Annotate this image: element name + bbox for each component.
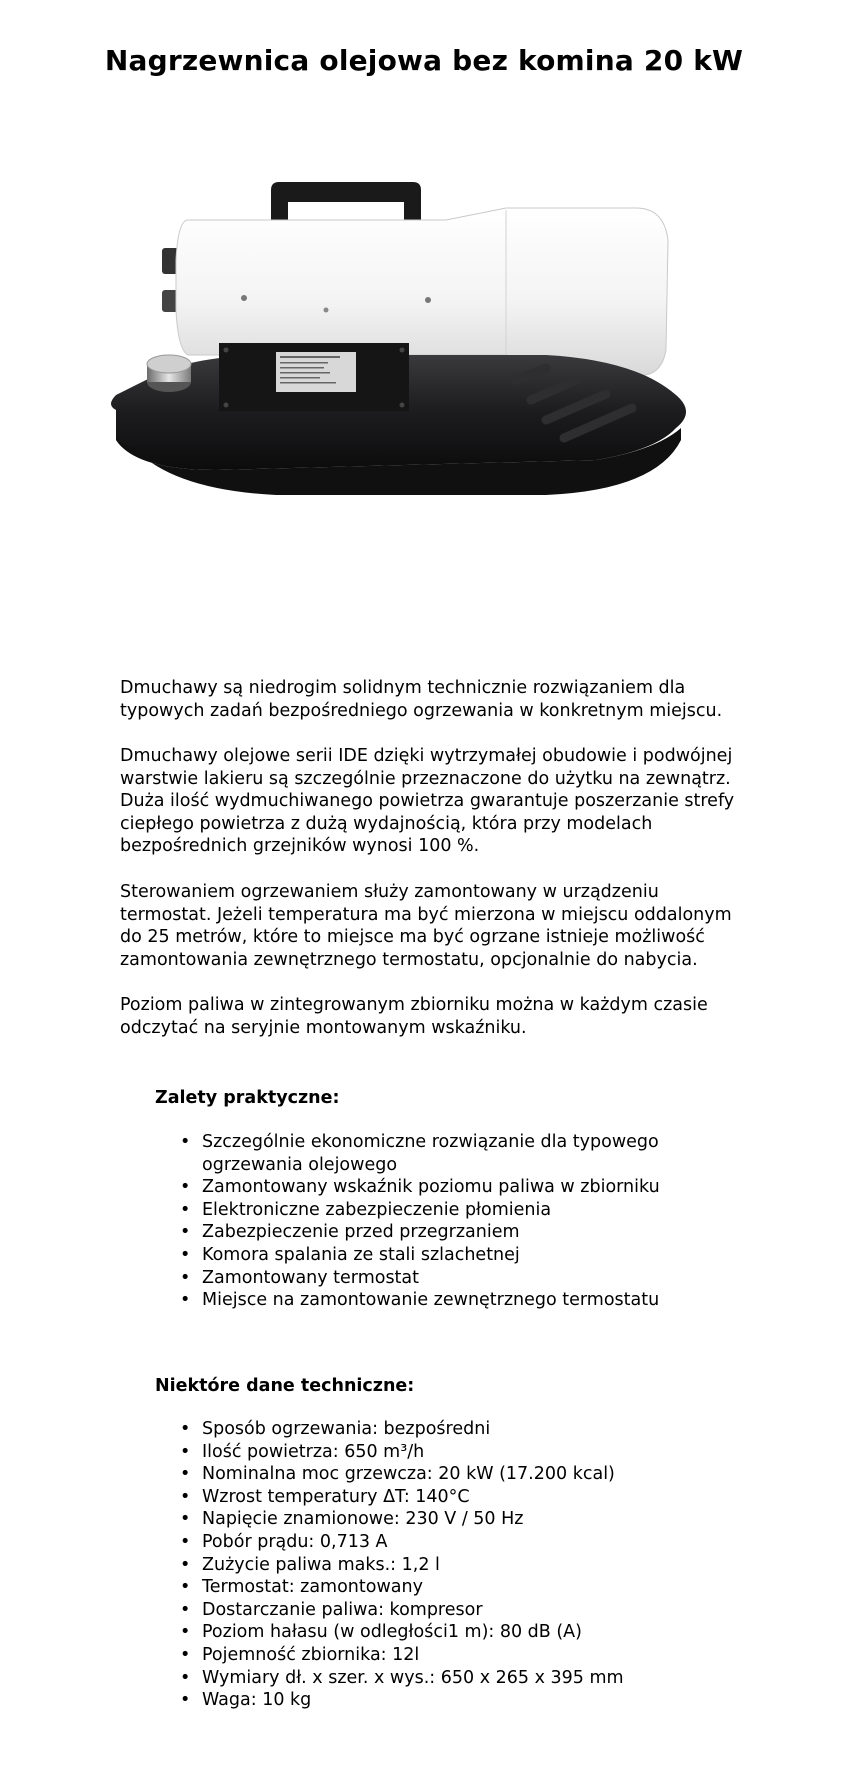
list-item: • Waga: 10 kg [202, 1689, 747, 1712]
list-item: • Dostarczanie paliwa: kompresor [202, 1599, 747, 1622]
list-item: • Zabezpieczenie przed przegrzaniem [202, 1221, 747, 1244]
list-item: • Zamontowany termostat [202, 1267, 747, 1290]
list-item: • Komora spalania ze stali szlachetnej [202, 1244, 747, 1267]
description-paragraph: Sterowaniem ogrzewaniem służy zamontowany w urządzeniu termostat. Jeżeli temperatura ma być mierzona w miejscu oddalonym do 25 metrów, które to miejsce ma być ogrzane istnieje możliwość zamontowania zewnętrznego termostatu, opcjonalnie do nabycia. [120, 882, 732, 970]
list-item: • Pobór prądu: 0,713 A [202, 1531, 747, 1554]
list-item: • Ilość powietrza: 650 m³/h [202, 1441, 747, 1464]
specs-heading: Niektóre dane techniczne: [155, 1376, 415, 1396]
list-item: • Wymiary dł. x szer. x wys.: 650 x 265 x 395 mm [202, 1667, 747, 1690]
list-item: • Poziom hałasu (w odległości1 m): 80 dB (A) [202, 1621, 747, 1644]
list-item: • Termostat: zamontowany [202, 1576, 747, 1599]
list-item: • Miejsce na zamontowanie zewnętrznego termostatu [202, 1289, 747, 1312]
list-item: • Wzrost temperatury ΔT: 140°C [202, 1486, 747, 1509]
list-item: • Nominalna moc grzewcza: 20 kW (17.200 kcal) [202, 1463, 747, 1486]
list-item: • Sposób ogrzewania: bezpośredni [202, 1418, 747, 1441]
list-item: • Zamontowany wskaźnik poziomu paliwa w zbiorniku [202, 1176, 747, 1199]
advantages-heading: Zalety praktyczne: [155, 1088, 340, 1108]
page-title: Nagrzewnica olejowa bez komina 20 kW [104, 44, 744, 77]
list-item: • Napięcie znamionowe: 230 V / 50 Hz [202, 1508, 747, 1531]
list-item: • Elektroniczne zabezpieczenie płomienia [202, 1199, 747, 1222]
description-paragraph: Dmuchawy olejowe serii IDE dzięki wytrzymałej obudowie i podwójnej warstwie lakieru są szczególnie przeznaczone do użytku na zewnątrz. Duża ilość wydmuchiwanego powietrza gwarantuje poszerzanie strefy ciepłego powietrza z dużą wydajnością, która przy modelach bezpośrednich grzejników wynosi 100 %. [120, 746, 735, 857]
list-item: • Szczególnie ekonomiczne rozwiązanie dla typowego ogrzewania olejowego [202, 1131, 747, 1176]
description-paragraph: Dmuchawy są niedrogim solidnym technicznie rozwiązaniem dla typowych zadań bezpośredniego ogrzewania w konkretnym miejscu. [120, 678, 723, 721]
specs-list [202, 1418, 747, 1712]
description-paragraph: Poziom paliwa w zintegrowanym zbiorniku można w każdym czasie odczytać na seryjnie montowanym wskaźniku. [120, 995, 708, 1038]
list-item: • Zużycie paliwa maks.: 1,2 l [202, 1554, 747, 1577]
product-image [76, 150, 746, 600]
advantages-list [202, 1131, 747, 1312]
list-item: • Pojemność zbiornika: 12l [202, 1644, 747, 1667]
